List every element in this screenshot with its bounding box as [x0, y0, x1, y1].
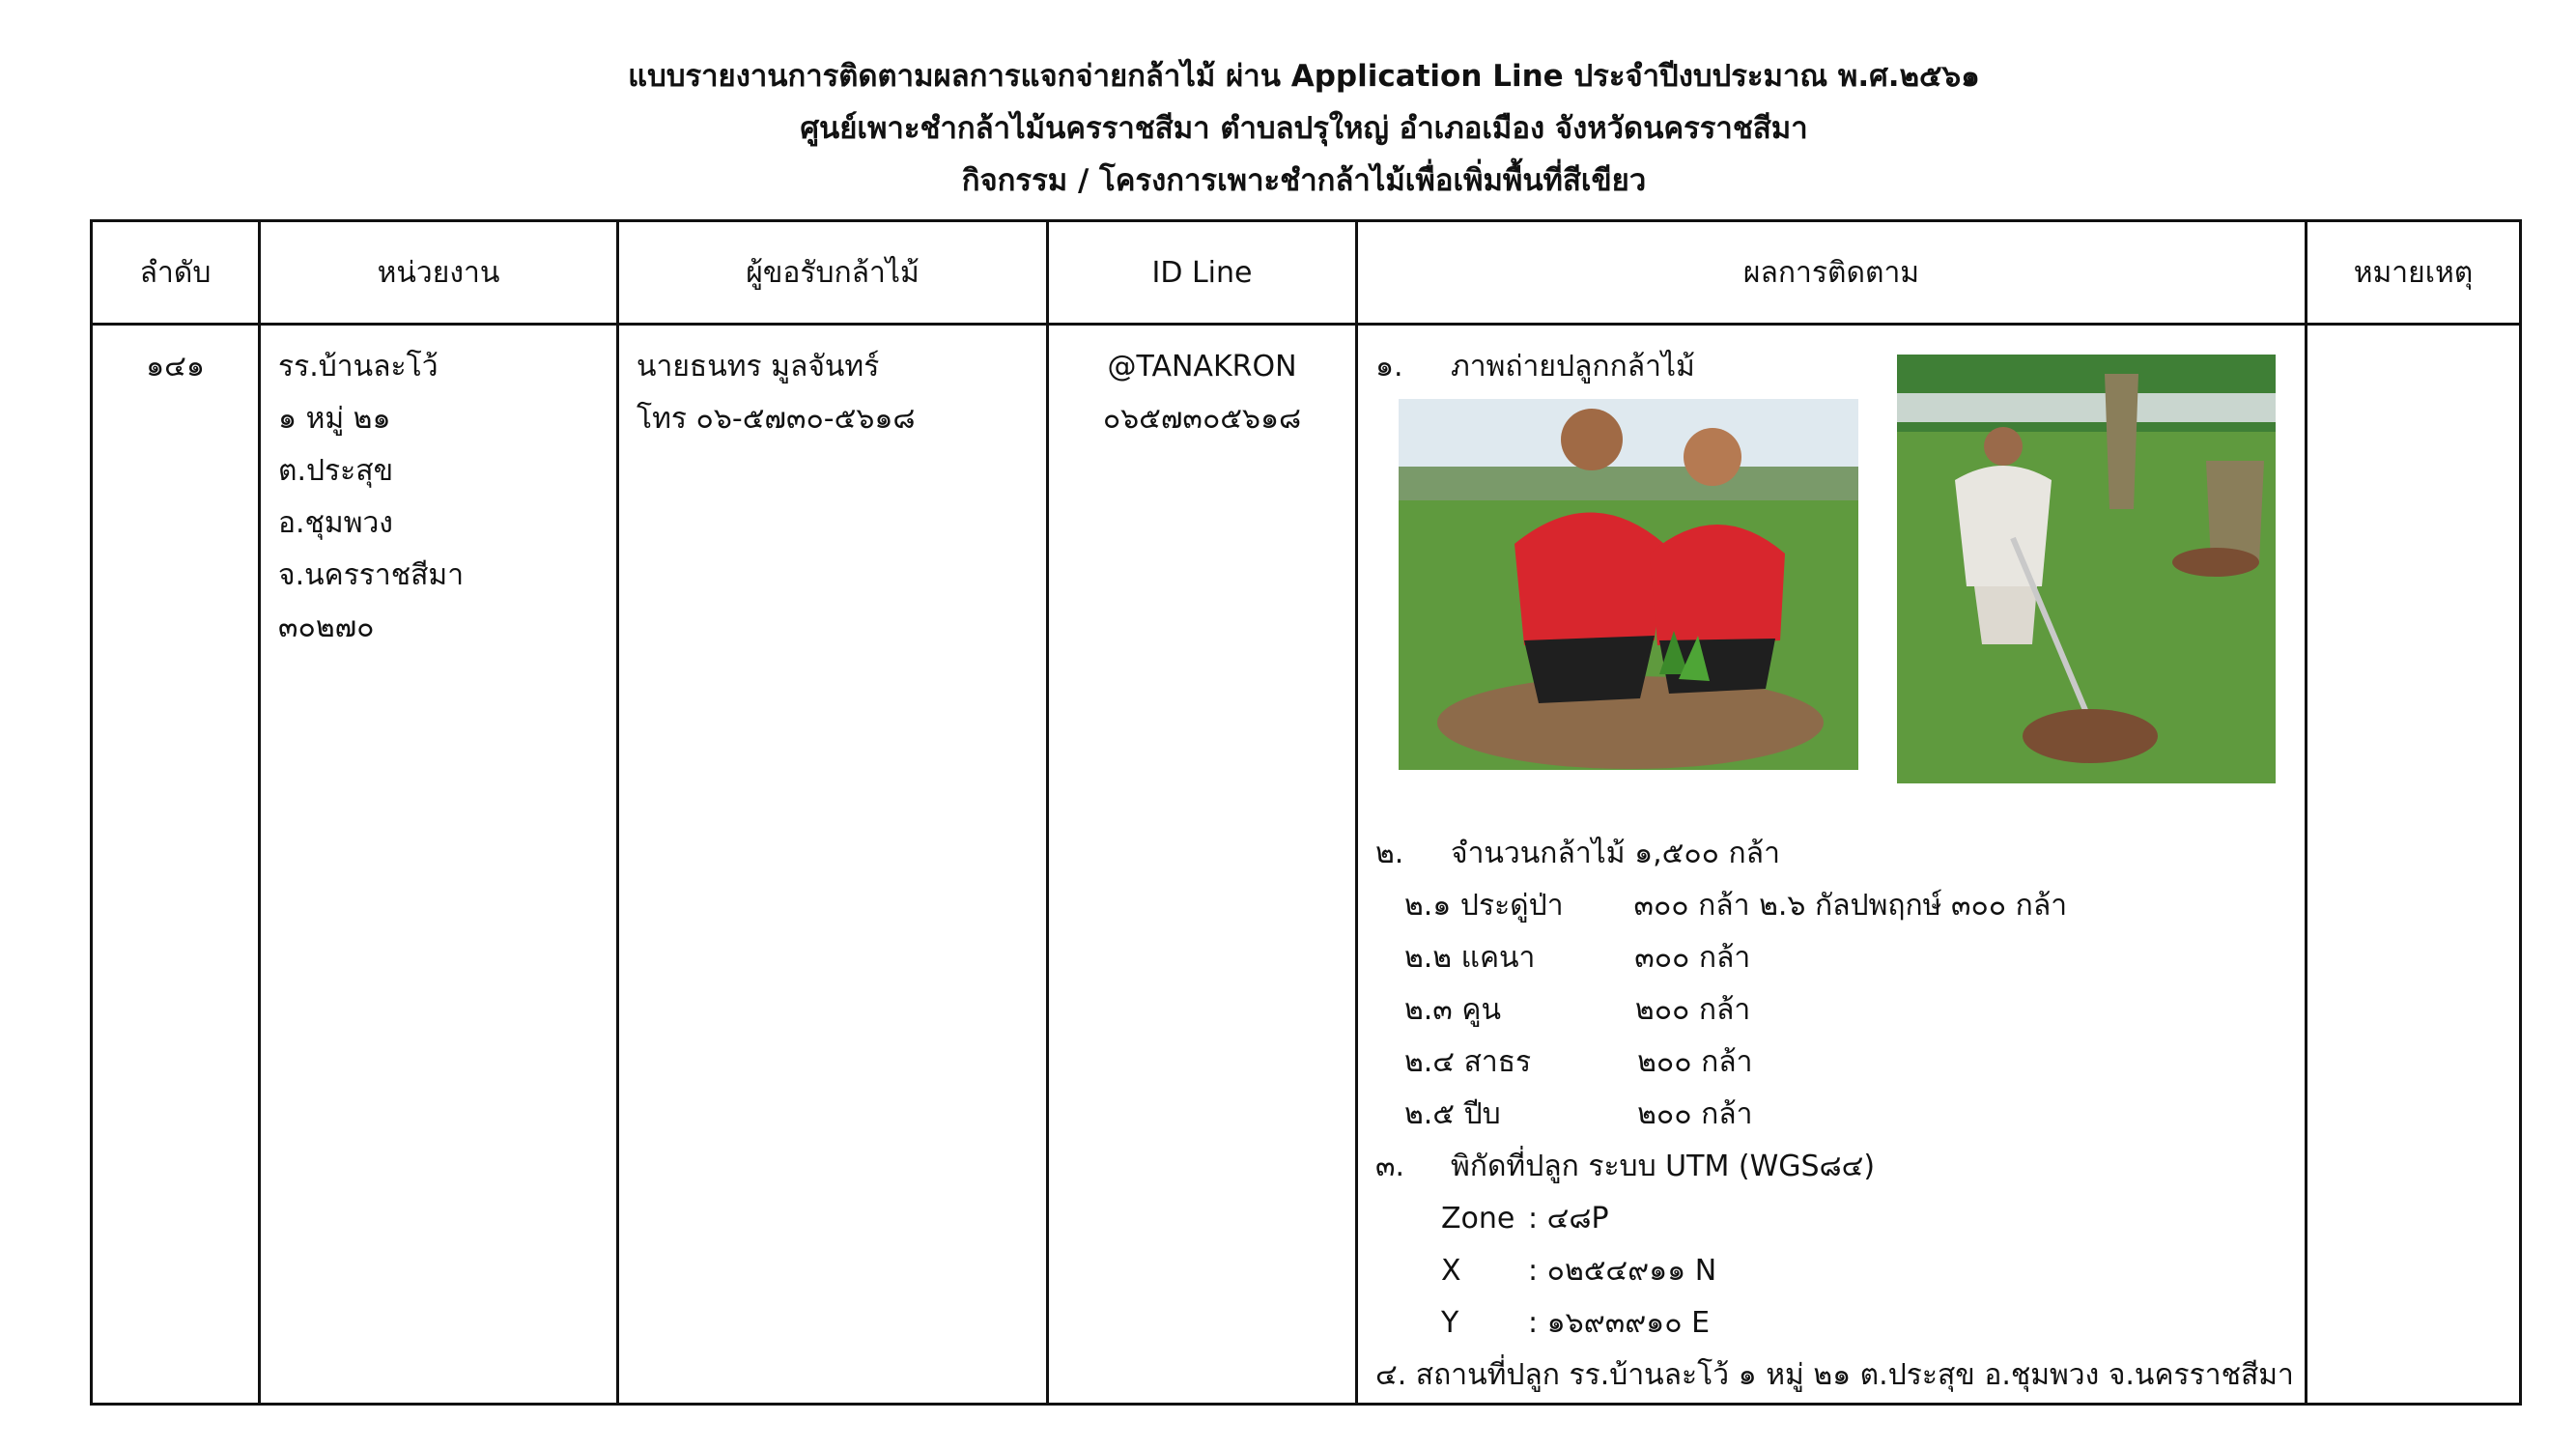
table-header-row: [92, 221, 2521, 325]
coord-x: [1375, 1245, 2304, 1297]
species-item: [1375, 984, 2304, 1037]
cell-remark: [2307, 325, 2521, 1405]
recipient-phone: โทร ๐๖-๕๗๓๐-๕๖๑๘: [637, 402, 916, 436]
line-phone-id: ๐๖๕๗๓๐๕๖๑๘: [1102, 402, 1302, 436]
species-qty: ๒๐๐: [1637, 1097, 1692, 1131]
species-qty: ๓๐๐: [1634, 941, 1690, 975]
species-qty: ๒๐๐: [1637, 1045, 1692, 1079]
planting-location: ๔. สถานที่ปลูก รร.บ้านละโว้ ๑ หมู่ ๒๑ ต.ประสุข อ.ชุมพวง จ.นครราชสีมา: [1375, 1358, 2294, 1392]
species-item: [1375, 1037, 2304, 1089]
species-unit: กล้า: [1698, 993, 1751, 1027]
species-unit: กล้า: [1698, 889, 1750, 923]
cell-unit: [260, 325, 618, 1405]
species-name: แคนา: [1460, 941, 1536, 975]
seedling-count: [1375, 828, 2304, 880]
species-item: [1375, 1089, 2304, 1141]
coord-text: พิกัดที่ปลูก ระบบ UTM (WGS๘๔): [1451, 1150, 1876, 1183]
cell-number: ๑๔๑: [92, 325, 260, 1405]
species-unit: กล้า: [1698, 941, 1751, 975]
x-label: X: [1441, 1254, 1461, 1288]
unit-line: จ.นครราชสีมา: [278, 558, 465, 592]
count-text: จำนวนกล้าไม้ ๑,๕๐๐ กล้า: [1451, 837, 1780, 870]
table-row: [92, 325, 2521, 1405]
col-header-number: ลำดับ: [92, 221, 260, 325]
species-code: ๒.๑: [1404, 889, 1452, 923]
col-header-id-line: ID Line: [1048, 221, 1357, 325]
unit-line: ๓๐๒๗๐: [278, 611, 375, 644]
unit-line: รร.บ้านละโว้: [278, 350, 439, 384]
recipient-name: นายธนทร มูลจันทร์: [637, 350, 880, 384]
tracking-table: [90, 219, 2522, 1406]
species-item: [1375, 932, 2304, 984]
species-qty: ๓๐๐: [1633, 889, 1689, 923]
x-value: : ๐๒๕๔๙๑๑ N: [1528, 1254, 1717, 1288]
coord-num: ๓.: [1375, 1150, 1405, 1183]
y-value: : ๑๖๙๓๙๑๐ E: [1528, 1306, 1711, 1340]
species-extra: ๒.๖ กัลปพฤกษ์ ๓๐๐ กล้า: [1759, 889, 2068, 923]
zone-label: Zone: [1441, 1202, 1515, 1236]
planting-photo-scouts: [1897, 355, 2276, 783]
report-title: แบบรายงานการติดตามผลการแจกจ่ายกล้าไม้ ผ่าน Application Line ประจำปีงบประมาณ พ.ศ.๒๕๖๑: [628, 59, 1980, 94]
line-id: @TANAKRON: [1107, 350, 1297, 384]
report-header: [0, 50, 2576, 207]
col-header-results: ผลการติดตาม: [1357, 221, 2307, 325]
species-name: ประดู่ป่า: [1459, 889, 1564, 923]
col-header-unit: หน่วยงาน: [260, 221, 618, 325]
count-num: ๒.: [1375, 837, 1404, 870]
species-code: ๒.๔: [1404, 1045, 1456, 1079]
cell-results: [1357, 325, 2307, 1405]
species-name: สาธร: [1463, 1045, 1532, 1079]
unit-line: ต.ประสุข: [278, 454, 394, 488]
species-code: ๒.๓: [1404, 993, 1453, 1027]
coord-zone: [1375, 1193, 2304, 1245]
species-unit: กล้า: [1701, 1097, 1753, 1131]
coord-y: [1375, 1297, 2304, 1350]
unit-line: อ.ชุมพวง: [278, 506, 393, 540]
photo-area: [1375, 393, 2304, 828]
unit-line: ๑ หมู่ ๒๑: [278, 402, 391, 436]
photo-heading-text: ภาพถ่ายปลูกกล้าไม้: [1451, 350, 1695, 384]
cell-recipient: [618, 325, 1048, 1405]
cell-id-line: [1048, 325, 1357, 1405]
report-subtitle-activity: กิจกรรม / โครงการเพาะชำกล้าไม้เพื่อเพิ่มพื้นที่สีเขียว: [961, 163, 1647, 198]
species-unit: กล้า: [1701, 1045, 1753, 1079]
species-item: [1375, 880, 2304, 932]
planting-photo-students: [1399, 399, 1858, 770]
species-qty: ๒๐๐: [1634, 993, 1690, 1027]
coordinate-heading: [1375, 1141, 2304, 1193]
col-header-recipient: ผู้ขอรับกล้าไม้: [618, 221, 1048, 325]
species-code: ๒.๒: [1404, 941, 1453, 975]
species-name: คูน: [1461, 993, 1501, 1027]
report-subtitle-center: ศูนย์เพาะชำกล้าไม้นครราชสีมา ตำบลปรุใหญ่ อำเภอเมือง จังหวัดนครราชสีมา: [800, 111, 1808, 146]
photo-heading-num: ๑.: [1375, 350, 1403, 384]
species-name: ปีบ: [1463, 1097, 1501, 1131]
species-code: ๒.๕: [1404, 1097, 1456, 1131]
col-header-remark: หมายเหตุ: [2307, 221, 2521, 325]
zone-value: : ๔๘P: [1528, 1202, 1609, 1236]
y-label: Y: [1441, 1306, 1459, 1340]
